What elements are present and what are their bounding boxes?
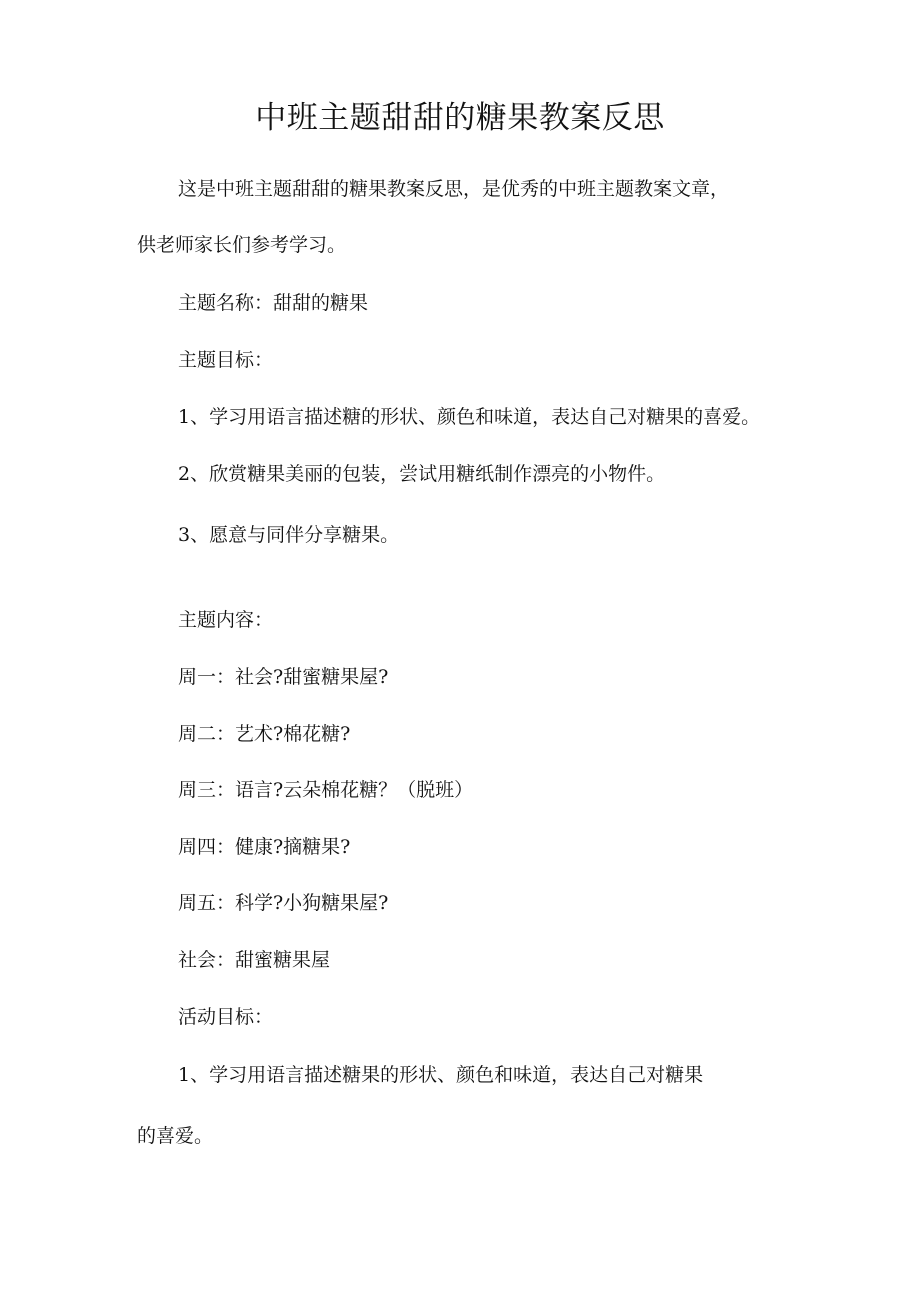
week-plan-item: 周三：语言?云朵棉花糖？（脱班） bbox=[178, 779, 474, 801]
theme-goal-item: 1、学习用语言描述糖的形状、颜色和味道，表达自己对糖果的喜爱。 bbox=[178, 406, 761, 428]
activity-goal-line-1: 1、学习用语言描述糖果的形状、颜色和味道，表达自己对糖果 bbox=[178, 1064, 704, 1086]
week-plan-item: 周四：健康?摘糖果? bbox=[178, 836, 351, 858]
document-title: 中班主题甜甜的糖果教案反思 bbox=[255, 100, 665, 136]
theme-goal-item: 2、欣赏糖果美丽的包装，尝试用糖纸制作漂亮的小物件。 bbox=[178, 463, 666, 485]
theme-goal-item: 3、愿意与同伴分享糖果。 bbox=[178, 524, 400, 546]
intro-paragraph-line-2: 供老师家长们参考学习。 bbox=[137, 234, 347, 256]
theme-content-heading: 主题内容： bbox=[178, 609, 274, 631]
activity-goal-line-2: 的喜爱。 bbox=[137, 1125, 214, 1147]
activity-goals-heading: 活动目标： bbox=[178, 1006, 274, 1028]
week-plan-item: 周一：社会?甜蜜糖果屋? bbox=[178, 666, 389, 688]
week-plan-item: 周二：艺术?棉花糖? bbox=[178, 723, 351, 745]
theme-goals-heading: 主题目标： bbox=[178, 349, 274, 371]
week-plan-item: 周五：科学?小狗糖果屋? bbox=[178, 892, 389, 914]
activity-title: 社会：甜蜜糖果屋 bbox=[178, 949, 331, 971]
theme-name: 主题名称：甜甜的糖果 bbox=[178, 292, 369, 314]
intro-paragraph-line-1: 这是中班主题甜甜的糖果教案反思，是优秀的中班主题教案文章， bbox=[178, 178, 730, 200]
